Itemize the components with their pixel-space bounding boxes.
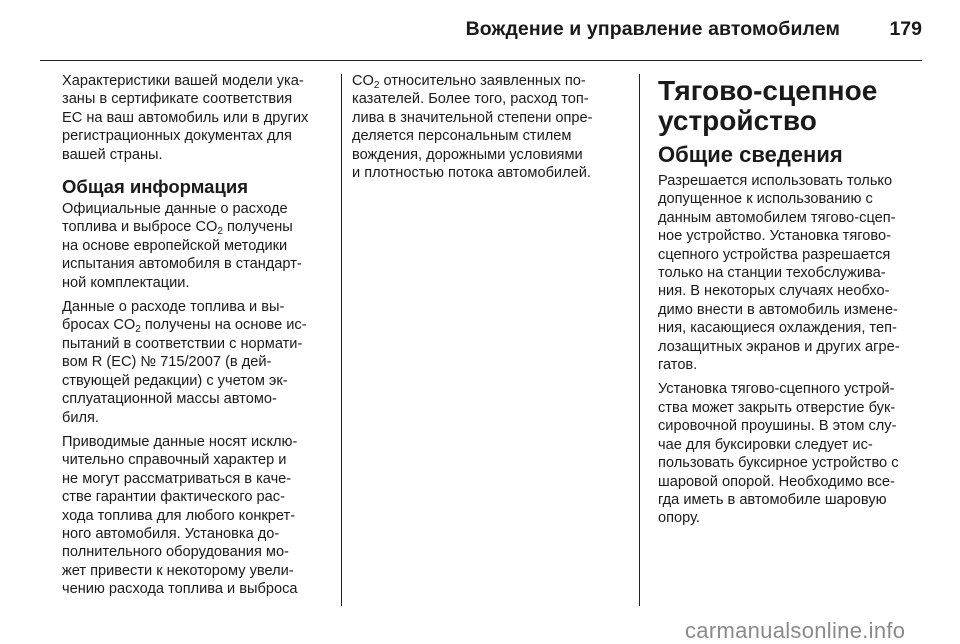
text-line: сплуатационной массы автомо- <box>62 391 277 408</box>
heading-general-info: Общая информация <box>62 176 248 198</box>
paragraph-official-data <box>62 200 330 292</box>
text-fragment: CO <box>352 73 374 89</box>
text-line: допущенное к использованию с <box>658 191 873 208</box>
column-1 <box>62 72 330 605</box>
text-line: ства может закрыть отверстие бук- <box>658 399 896 416</box>
text-line: полнительного оборудования мо- <box>62 544 289 561</box>
text-line: Приводимые данные носят исклю- <box>62 433 298 450</box>
subscript: 2 <box>373 80 380 91</box>
text-line <box>352 72 624 90</box>
text-line: Официальные данные о расходе <box>62 201 288 218</box>
text-line: чае для буксировки следует ис- <box>658 436 873 453</box>
text-line: вашей страны. <box>62 146 163 163</box>
header-title: Вождение и управление автомобилем <box>465 18 840 40</box>
text-line: только на станции техобслужива- <box>658 265 886 282</box>
paragraph-towbar-installation <box>658 380 928 527</box>
text-line: ния. В некоторых случаях необхо- <box>658 283 890 300</box>
paragraph-model-specs <box>62 72 330 164</box>
column-divider <box>639 74 640 606</box>
title-line: Тягово-сцепное <box>658 75 878 106</box>
text-fragment: бросах CO <box>62 317 136 334</box>
text-line: Данные о расходе топлива и вы- <box>62 299 285 316</box>
text-fragment: получены <box>222 219 293 236</box>
paragraph-reference-data <box>62 433 330 599</box>
text-line: Характеристики вашей модели ука- <box>62 73 304 89</box>
text-line: пользовать буксирное устройство с <box>658 455 899 472</box>
paragraph-towbar-usage <box>658 172 928 374</box>
text-line: опору. <box>658 510 700 527</box>
text-line: чению расхода топлива и выброса <box>62 581 298 598</box>
paragraph-emissions-data <box>62 298 330 427</box>
text-fragment: относительно заявленных по- <box>379 73 586 89</box>
title-line: устройство <box>658 105 817 136</box>
text-line: ствующей редакции) с учетом эк- <box>62 372 288 389</box>
text-line: вом R (ЕС) № 715/2007 (в дей- <box>62 354 272 371</box>
watermark: carmanualsonline.info <box>685 618 906 643</box>
column-divider <box>341 74 342 606</box>
text-line: шаровой опорой. Необходимо все- <box>658 473 895 490</box>
text-line: Разрешается использовать только <box>658 173 893 189</box>
subscript: 2 <box>135 324 141 336</box>
text-line: чительно справочный характер и <box>62 452 287 469</box>
column-2 <box>352 72 624 188</box>
text-line: не могут рассматриваться в каче- <box>62 470 292 487</box>
text-line: вождения, дорожными условиями <box>352 146 583 163</box>
text-line: и плотностью потока автомобилей. <box>352 165 591 182</box>
section-title-towbar <box>658 76 928 136</box>
text-line: регистрационных документах для <box>62 128 292 145</box>
text-line: биля. <box>62 409 99 426</box>
text-line: заны в сертификате соответствия <box>62 91 293 108</box>
text-line: деляется персональным стилем <box>352 128 572 145</box>
text-line: пытаний в соответствии с нормати- <box>62 335 303 352</box>
text-line: ной комплектации. <box>62 274 190 291</box>
subscript: 2 <box>217 226 223 238</box>
text-line: Установка тягово-сцепного устрой- <box>658 381 895 398</box>
paragraph-continuation <box>352 72 624 182</box>
text-line <box>62 316 330 334</box>
text-fragment: топлива и выбросе CO <box>62 219 218 236</box>
text-line: казателей. Более того, расход топ- <box>352 91 589 108</box>
text-line: стве гарантии фактического рас- <box>62 489 285 506</box>
text-line: испытания автомобиля в стандарт- <box>62 256 302 273</box>
text-line: жет привести к некоторому увели- <box>62 562 294 579</box>
text-line: ного автомобиля. Установка до- <box>62 525 280 542</box>
text-fragment: получены на основе ис- <box>140 317 307 334</box>
text-line: лива в значительной степени опре- <box>352 109 593 126</box>
text-line: сировочной проушины. В этом слу- <box>658 418 897 435</box>
text-line: ния, касающиеся охлаждения, теп- <box>658 320 897 337</box>
text-line: гатов. <box>658 357 698 374</box>
text-line: сцепного устройства разрешается <box>658 246 891 263</box>
text-line: гда иметь в автомобиле шаровую <box>658 491 887 508</box>
text-line: димо внести в автомобиль измене- <box>658 301 898 318</box>
page-number: 179 <box>889 18 922 40</box>
text-line <box>62 218 330 236</box>
text-line: данным автомобилем тягово-сцеп- <box>658 209 896 226</box>
page-header <box>40 14 922 61</box>
column-3 <box>658 76 928 534</box>
text-line: хода топлива для любого конкрет- <box>62 507 296 524</box>
text-line: ЕС на ваш автомобиль или в других <box>62 109 309 126</box>
text-line: на основе европейской методики <box>62 237 288 254</box>
heading-general-info-towbar: Общие сведения <box>658 142 843 167</box>
text-line: лозащитных экранов и других агре- <box>658 338 900 355</box>
text-line: ное устройство. Установка тягово- <box>658 228 891 245</box>
